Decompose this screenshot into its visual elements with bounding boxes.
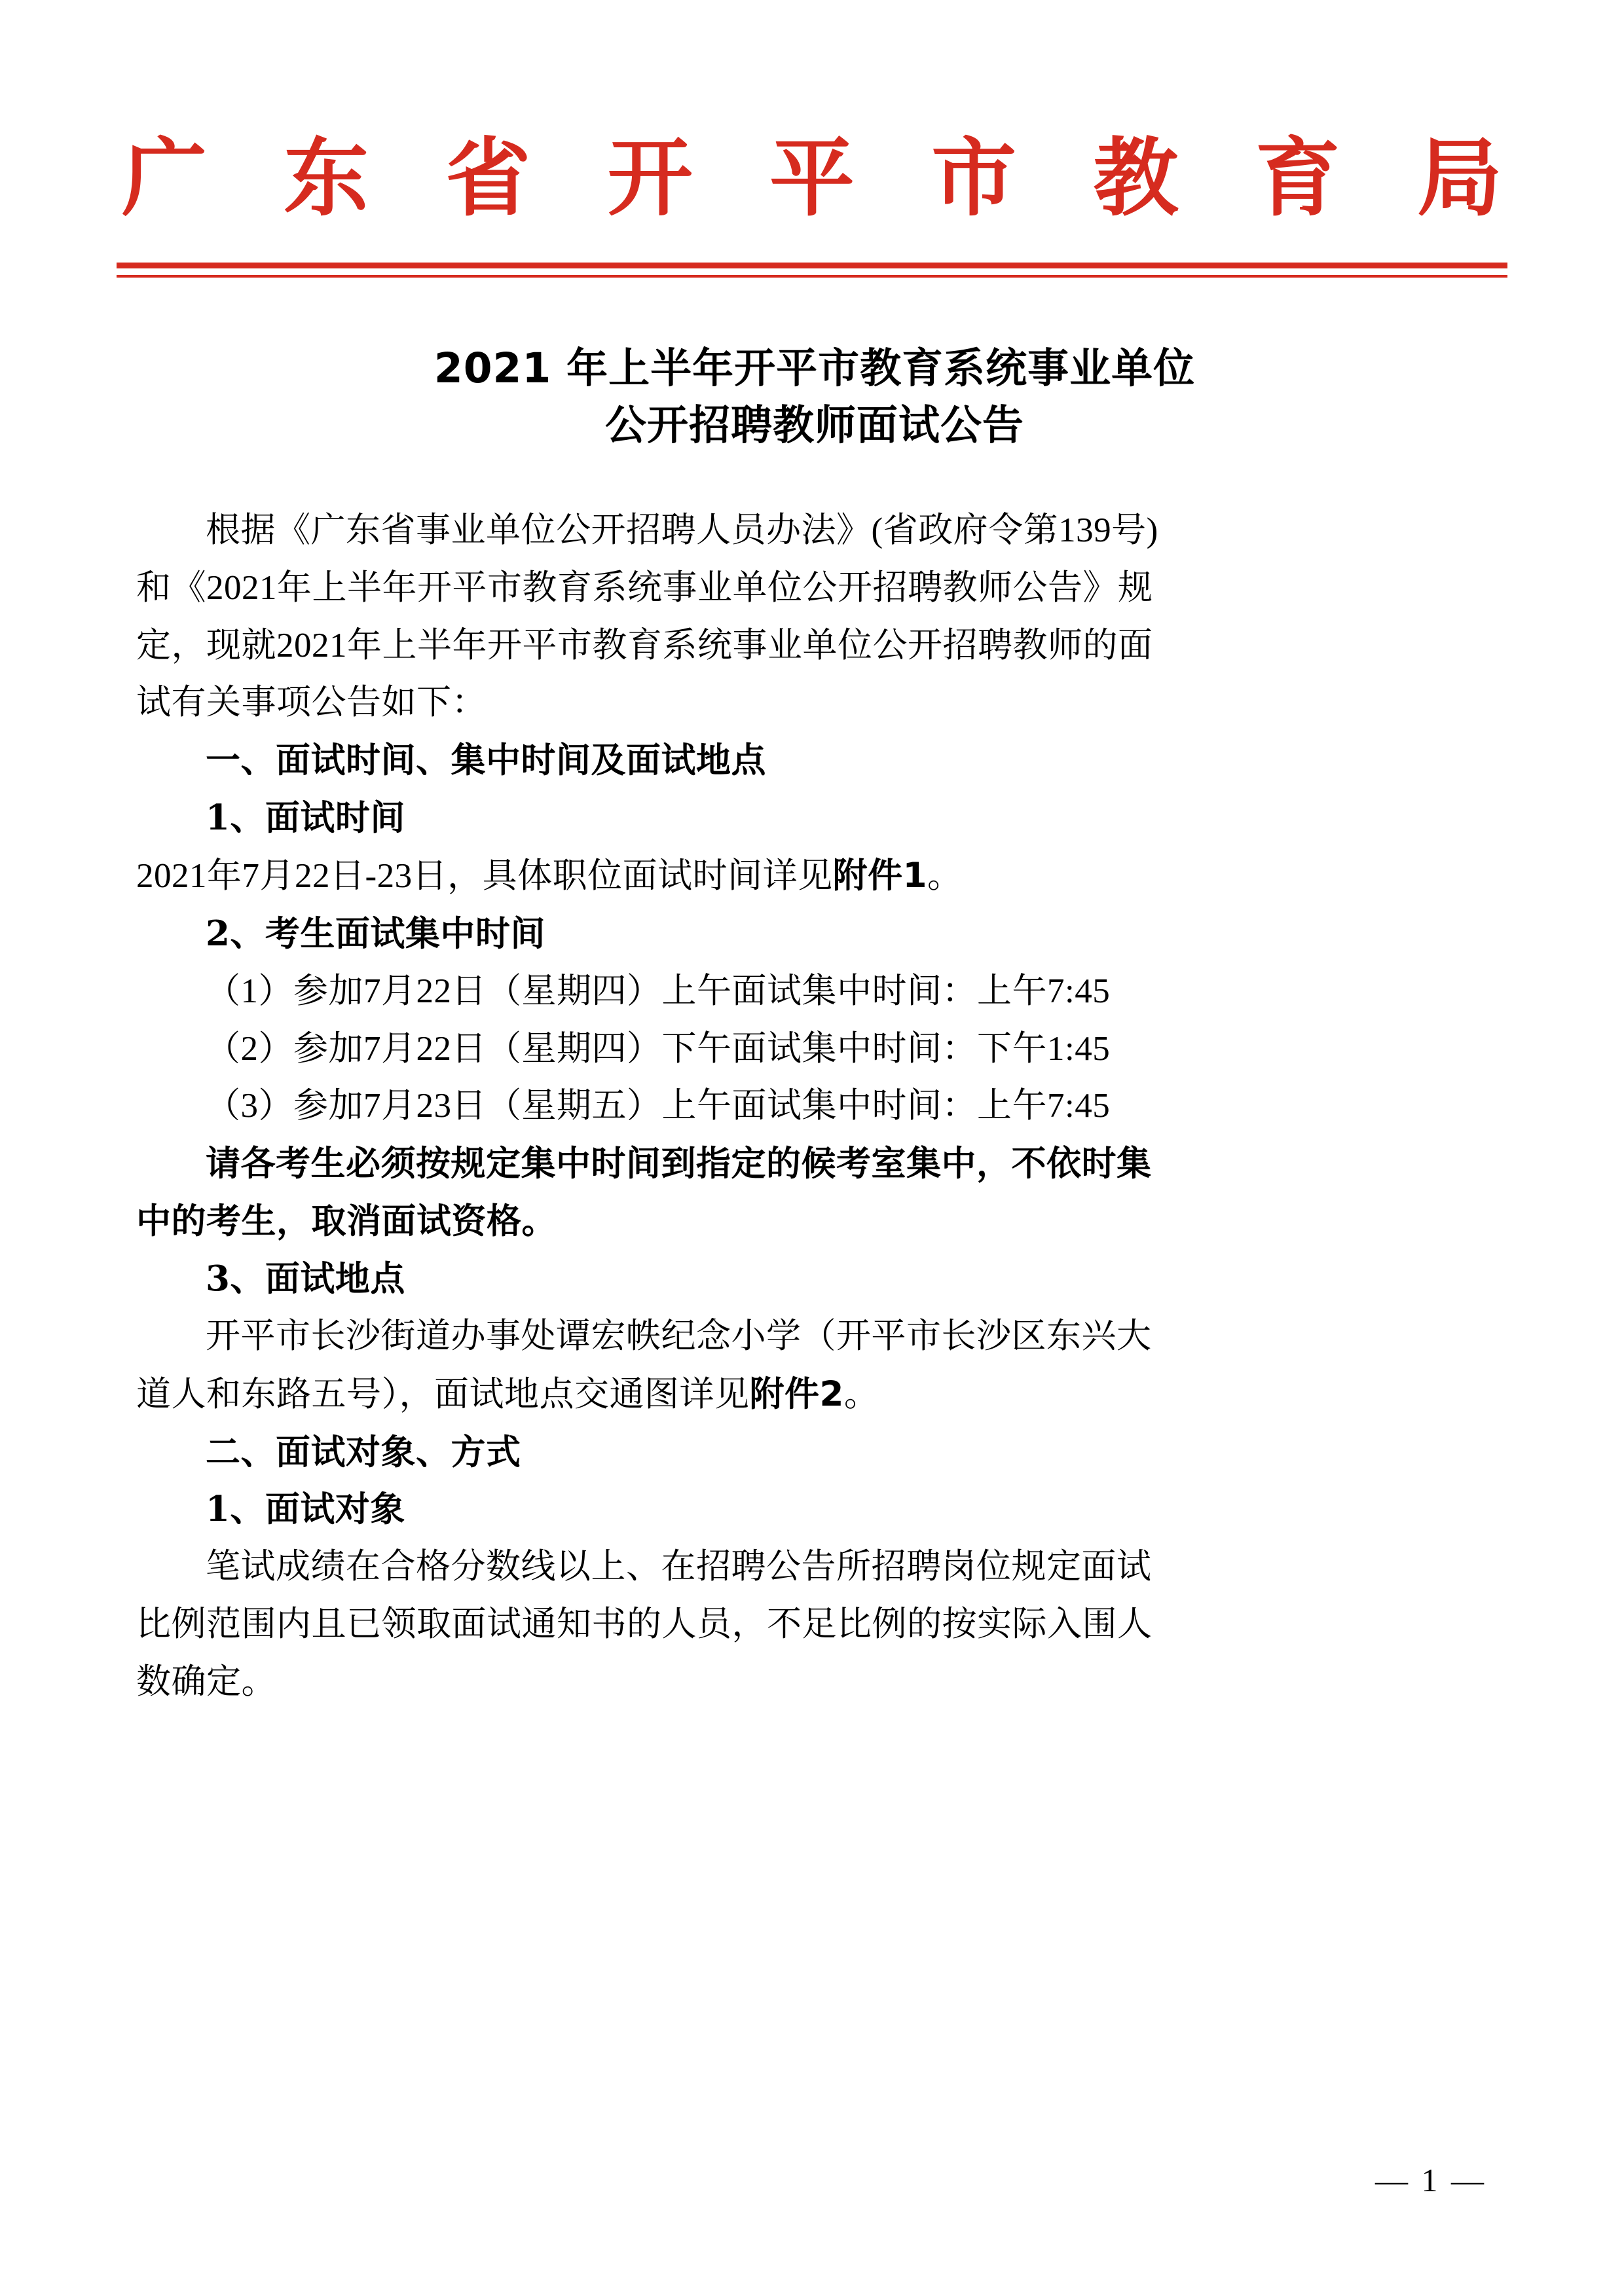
page-footer bbox=[0, 2161, 1624, 2199]
object-line-2: 比例范围内且已领取面试通知书的人员，不足比例的按实际入围人 bbox=[136, 1605, 1153, 1644]
subsection-heading-1-1: 1、面试时间 bbox=[206, 797, 405, 839]
venue-line-1: 开平市长沙街道办事处谭宏帙纪念小学（开平市长沙区东兴大 bbox=[206, 1317, 1152, 1355]
subsection-heading-1-2: 2、考生面试集中时间 bbox=[206, 913, 545, 954]
page-number: — 1 — bbox=[1375, 2162, 1486, 2198]
list-item-2: （2）参加7月22日（星期四）下午面试集中时间：下午1:45 bbox=[206, 1029, 1111, 1068]
object-line-1: 笔试成绩在合格分数线以上、在招聘公告所招聘岗位规定面试 bbox=[206, 1548, 1152, 1586]
letterhead-rule-thick bbox=[117, 263, 1507, 268]
intro-line-2: 和《2021年上半年开平市教育系统事业单位公开招聘教师公告》规 bbox=[136, 568, 1153, 607]
document-body bbox=[0, 340, 1624, 1711]
list-item-1: （1）参加7月22日（星期四）上午面试集中时间：上午7:45 bbox=[206, 972, 1111, 1010]
page-title-line-1: 2021 年上半年开平市教育系统事业单位 bbox=[434, 344, 1196, 392]
interview-date-line bbox=[136, 848, 1493, 905]
notice-line-2: 中的考生，取消面试资格。 bbox=[136, 1201, 557, 1242]
subsection-heading-2-1: 1、面试对象 bbox=[206, 1489, 405, 1530]
intro-line-1: 根据《广东省事业单位公开招聘人员办法》(省政府令第139号) bbox=[206, 511, 1158, 549]
object-line-3: 数确定。 bbox=[136, 1663, 276, 1702]
document-content bbox=[136, 503, 1493, 1711]
subsection-heading-1-3: 3、面试地点 bbox=[206, 1258, 405, 1300]
letterhead-rule bbox=[0, 263, 1624, 278]
letterhead bbox=[0, 0, 1624, 278]
interview-date-suffix: 。 bbox=[927, 857, 963, 896]
venue-suffix: 。 bbox=[843, 1375, 879, 1413]
notice-line-1: 请各考生必须按规定集中时间到指定的候考室集中，不依时集 bbox=[206, 1143, 1152, 1184]
attachment-2-reference: 附件2 bbox=[749, 1374, 844, 1414]
page-title-line-2: 公开招聘教师面试公告 bbox=[605, 401, 1024, 449]
list-item-3: （3）参加7月23日（星期五）上午面试集中时间：上午7:45 bbox=[206, 1087, 1111, 1125]
attachment-1-reference: 附件1 bbox=[832, 856, 928, 896]
intro-line-4: 试有关事项公告如下： bbox=[136, 683, 487, 722]
interview-date-text: 2021年7月22日-23日，具体职位面试时间详见 bbox=[136, 857, 833, 896]
issuing-organization: 广 东 省 开 平 市 教 育 局 bbox=[121, 128, 1526, 228]
letterhead-rule-thin bbox=[117, 275, 1507, 278]
section-heading-2: 二、面试对象、方式 bbox=[206, 1431, 521, 1472]
section-heading-1: 一、面试时间、集中时间及面试地点 bbox=[206, 740, 766, 781]
intro-line-3: 定，现就2021年上半年开平市教育系统事业单位公开招聘教师的面 bbox=[136, 626, 1153, 665]
venue-line-2 bbox=[136, 1366, 1493, 1423]
page-title bbox=[136, 340, 1493, 454]
venue-text: 道人和东路五号），面试地点交通图详见 bbox=[136, 1375, 750, 1413]
letterhead-rule-gap bbox=[117, 268, 1507, 275]
